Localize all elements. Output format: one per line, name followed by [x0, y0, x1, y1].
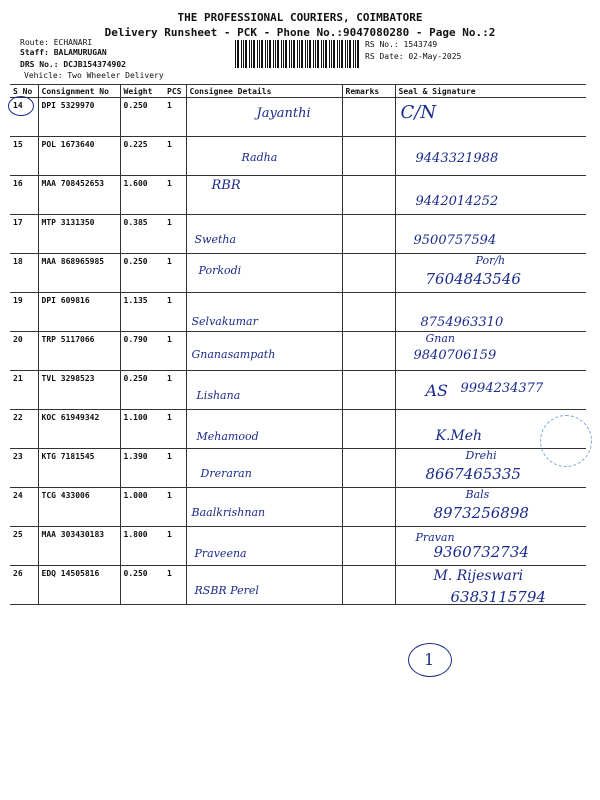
consignee-handwriting: Jayanthi [256, 106, 311, 121]
route-info: Route: ECHANARI [20, 38, 93, 47]
col-consignment: Consignment No [38, 85, 120, 98]
row-consignee [186, 293, 342, 332]
row-weight: 1.600 [120, 176, 164, 215]
row-sno: 22 [10, 410, 38, 449]
signature-phone: 8754963310 [420, 315, 504, 330]
row-signature [395, 566, 586, 605]
row-consignment: POL 1673640 [38, 137, 120, 176]
row-weight: 1.100 [120, 410, 164, 449]
row-consignment: TVL 3298523 [38, 371, 120, 410]
row-signature [395, 254, 586, 293]
row-weight: 0.250 [120, 98, 164, 137]
row-weight: 0.250 [120, 371, 164, 410]
circled-annotation [408, 643, 452, 677]
row-weight: 1.800 [120, 527, 164, 566]
rs-number: RS No.: 1543749 [365, 40, 438, 49]
row-consignment: EDQ 14505816 [38, 566, 120, 605]
row-remarks [342, 215, 395, 254]
table-row [10, 176, 586, 215]
table-row [10, 332, 586, 371]
row-consignee [186, 449, 342, 488]
row-consignment: MAA 303430183 [38, 527, 120, 566]
row-sno: 23 [10, 449, 38, 488]
row-weight: 0.385 [120, 215, 164, 254]
row-sno: 15 [10, 137, 38, 176]
signature-phone: 8973256898 [433, 504, 529, 522]
row-remarks [342, 410, 395, 449]
table-row [10, 371, 586, 410]
col-sno: S No [10, 85, 38, 98]
row-consignment: MTP 3131350 [38, 215, 120, 254]
row-weight: 0.790 [120, 332, 164, 371]
row-consignment: MAA 708452653 [38, 176, 120, 215]
row-sno: 14 [10, 98, 38, 137]
row-weight: 0.225 [120, 137, 164, 176]
signature-handwriting: Gnan [425, 332, 456, 345]
row-sno: 20 [10, 332, 38, 371]
row-weight: 1.000 [120, 488, 164, 527]
signature-handwriting: Por/h [475, 254, 506, 267]
drs-info: DRS No.: DCJB154374902 [20, 60, 126, 69]
consignee-handwriting: RSBR Perel [194, 584, 259, 597]
table-header-row [10, 85, 586, 98]
row-pcs: 1 [164, 488, 186, 527]
barcode [235, 40, 360, 68]
table-row [10, 488, 586, 527]
consignee-handwriting: Lishana [196, 389, 241, 402]
row-signature [395, 488, 586, 527]
row-consignment: MAA 868965985 [38, 254, 120, 293]
consignee-handwriting: Porkodi [198, 264, 242, 277]
row-consignment: TRP 5117066 [38, 332, 120, 371]
row-remarks [342, 98, 395, 137]
row-remarks [342, 254, 395, 293]
signature-handwriting: K.Meh [435, 428, 483, 444]
row-pcs: 1 [164, 566, 186, 605]
row-remarks [342, 566, 395, 605]
row-pcs: 1 [164, 449, 186, 488]
row-sno: 21 [10, 371, 38, 410]
signature-handwriting: Pravan [415, 531, 455, 544]
row-consignee [186, 488, 342, 527]
row-consignee [186, 137, 342, 176]
row-sno: 19 [10, 293, 38, 332]
consignee-handwriting: Praveena [194, 547, 247, 560]
table-row [10, 410, 586, 449]
row-remarks [342, 176, 395, 215]
row-pcs: 1 [164, 332, 186, 371]
signature-phone: 9442014252 [415, 194, 499, 209]
signature-phone: 9360732734 [433, 543, 529, 561]
row-consignee [186, 332, 342, 371]
col-weight: Weight [120, 85, 164, 98]
circled-number: 1 [424, 650, 435, 669]
row-pcs: 1 [164, 254, 186, 293]
signature-phone: 6383115794 [450, 588, 546, 606]
row-pcs: 1 [164, 527, 186, 566]
signature-phone: 9500757594 [413, 233, 497, 248]
row-sno: 25 [10, 527, 38, 566]
row-sno: 24 [10, 488, 38, 527]
vehicle-info: Vehicle: Two Wheeler Delivery [24, 71, 164, 80]
signature-handwriting: Drehi [465, 449, 497, 462]
col-consignee: Consignee Details [186, 85, 342, 98]
row-signature [395, 332, 586, 371]
row-sno: 17 [10, 215, 38, 254]
row-pcs: 1 [164, 410, 186, 449]
row-consignment: DPI 5329970 [38, 98, 120, 137]
row-consignee [186, 98, 342, 137]
row-remarks [342, 293, 395, 332]
row-pcs: 1 [164, 176, 186, 215]
table-row [10, 254, 586, 293]
row-consignee [186, 215, 342, 254]
row-remarks [342, 371, 395, 410]
consignee-handwriting: Radha [241, 151, 278, 164]
signature-handwriting: M. Rijeswari [433, 568, 524, 584]
row-sno: 26 [10, 566, 38, 605]
row-pcs: 1 [164, 293, 186, 332]
row-consignee [186, 176, 342, 215]
row-signature [395, 215, 586, 254]
row-sno: 16 [10, 176, 38, 215]
consignee-handwriting: Swetha [194, 233, 237, 246]
row-consignment: KOC 61949342 [38, 410, 120, 449]
row-consignment: KTG 7181545 [38, 449, 120, 488]
table-row [10, 566, 586, 605]
row-consignee [186, 254, 342, 293]
row-weight: 1.390 [120, 449, 164, 488]
row-consignment: TCG 433006 [38, 488, 120, 527]
row-signature [395, 176, 586, 215]
consignee-handwriting: RBR [211, 178, 241, 193]
col-signature: Seal & Signature [395, 85, 586, 98]
signature-phone: 8667465335 [425, 465, 521, 483]
signature-handwriting: C/N [400, 102, 437, 123]
row-pcs: 1 [164, 215, 186, 254]
row-consignee [186, 527, 342, 566]
runsheet-table [10, 84, 586, 605]
consignee-handwriting: Selvakumar [191, 315, 258, 328]
table-row [10, 98, 586, 137]
row-signature [395, 527, 586, 566]
row-pcs: 1 [164, 371, 186, 410]
consignee-handwriting: Dreraran [200, 467, 252, 480]
row-remarks [342, 332, 395, 371]
row-remarks [342, 137, 395, 176]
table-row [10, 527, 586, 566]
row-consignee [186, 371, 342, 410]
row-pcs: 1 [164, 137, 186, 176]
company-title: THE PROFESSIONAL COURIERS, COIMBATORE [177, 11, 423, 24]
col-remarks: Remarks [342, 85, 395, 98]
row-consignee [186, 566, 342, 605]
row-remarks [342, 527, 395, 566]
row-consignee [186, 410, 342, 449]
signature-phone: 7604843546 [425, 270, 521, 288]
row-remarks [342, 449, 395, 488]
row-remarks [342, 488, 395, 527]
signature-phone: 9994234377 [460, 381, 544, 396]
table-row [10, 293, 586, 332]
consignee-handwriting: Baalkrishnan [191, 506, 266, 519]
row-sno: 18 [10, 254, 38, 293]
row-signature [395, 137, 586, 176]
consignee-handwriting: Mehamood [196, 430, 259, 443]
row-signature [395, 293, 586, 332]
row-weight: 0.250 [120, 254, 164, 293]
faint-stamp [540, 415, 592, 467]
row-weight: 0.250 [120, 566, 164, 605]
row-signature [395, 371, 586, 410]
table-row [10, 449, 586, 488]
signature-handwriting: Bals [465, 488, 490, 501]
signature-handwriting: AS [425, 381, 449, 400]
table-row [10, 137, 586, 176]
row-pcs: 1 [164, 98, 186, 137]
table-row [10, 215, 586, 254]
row-consignment: DPI 609816 [38, 293, 120, 332]
runsheet-subtitle: Delivery Runsheet - PCK - Phone No.:9047080280 - Page No.:2 [104, 26, 496, 39]
signature-phone: 9840706159 [413, 348, 497, 363]
row-14-circle-mark [8, 96, 34, 116]
row-signature [395, 98, 586, 137]
signature-phone: 9443321988 [415, 151, 499, 166]
staff-info: Staff: BALAMURUGAN [20, 48, 107, 57]
consignee-handwriting: Gnanasampath [191, 348, 276, 361]
col-pcs: PCS [164, 85, 186, 98]
rs-date: RS Date: 02-May-2025 [365, 52, 462, 61]
row-weight: 1.135 [120, 293, 164, 332]
